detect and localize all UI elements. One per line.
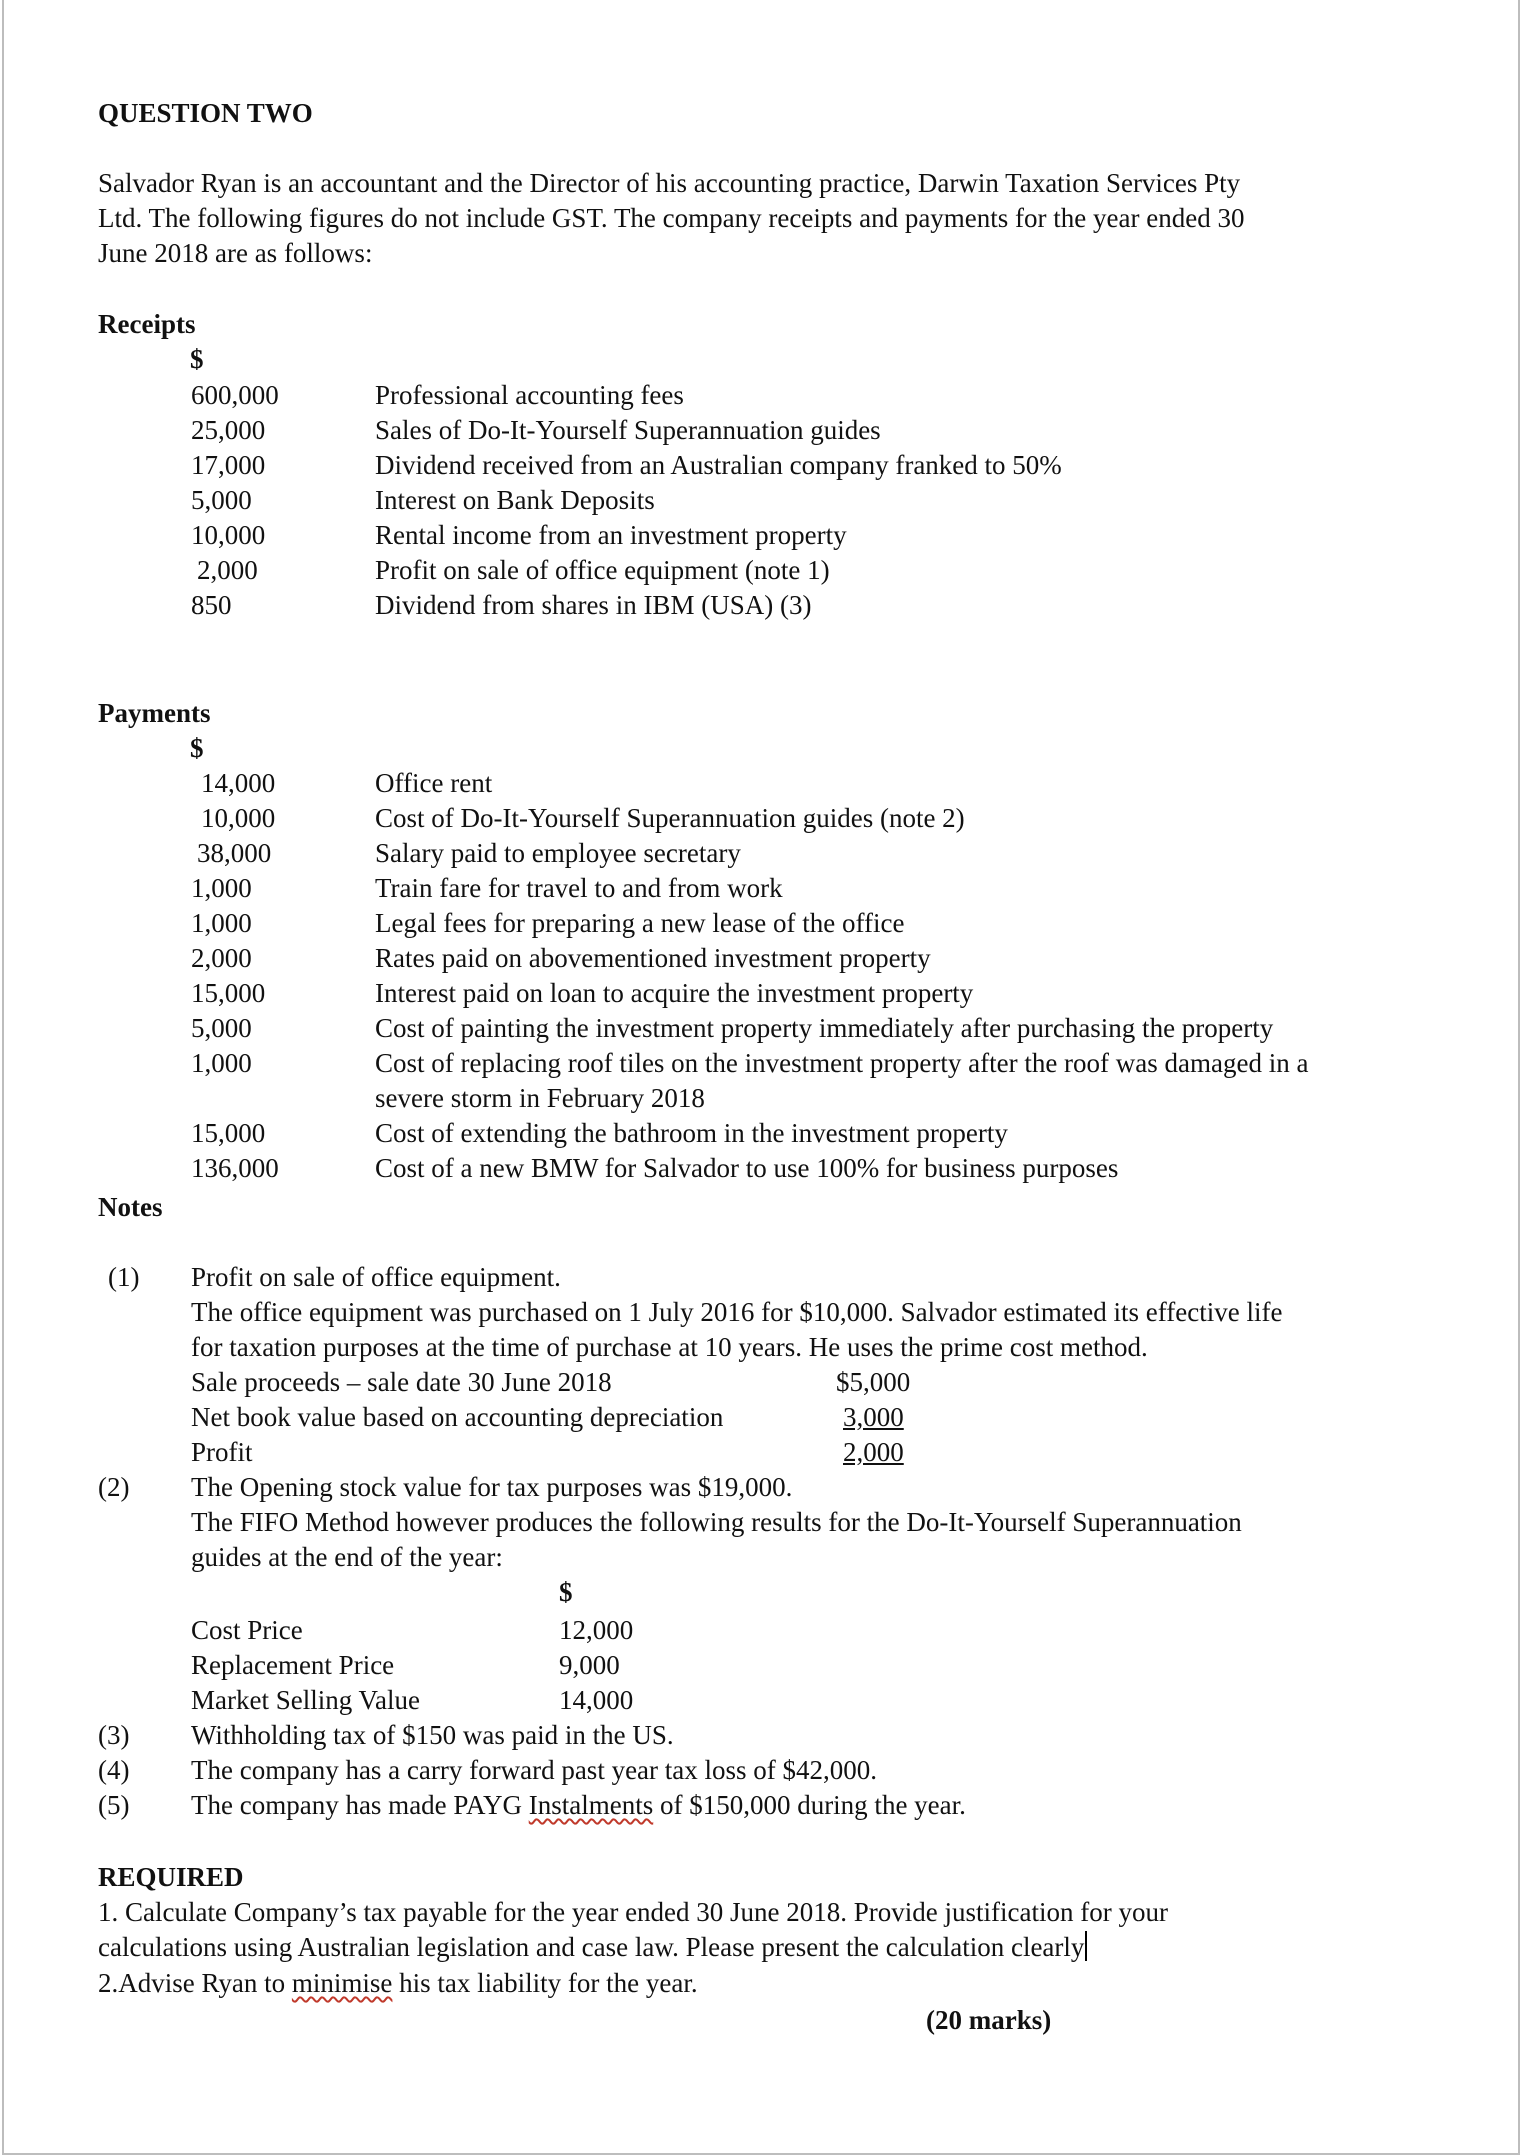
note-4-text: The company has a carry forward past year tax loss of $42,000.	[191, 1755, 878, 1785]
payment-description: Office rent	[375, 768, 493, 798]
receipt-amount: 850	[191, 590, 232, 620]
payment-amount: 38,000	[197, 838, 272, 868]
receipt-row	[4, 448, 1504, 483]
payment-description-continued: severe storm in February 2018	[375, 1083, 705, 1113]
text-cursor	[1085, 1931, 1087, 1961]
note-1-row-value: $5,000	[836, 1367, 911, 1397]
receipt-amount: 10,000	[191, 520, 266, 550]
payment-description: Legal fees for preparing a new lease of the office	[375, 908, 905, 938]
note-2-marker: (2)	[98, 1472, 130, 1502]
payment-row	[4, 941, 1504, 976]
receipt-row	[4, 588, 1504, 623]
payment-amount: 5,000	[191, 1013, 252, 1043]
required-line-2-text: calculations using Australian legislation and case law. Please present the calculation clearly	[98, 1932, 1085, 1962]
receipt-description: Sales of Do-It-Yourself Superannuation guides	[375, 415, 881, 445]
receipt-row	[4, 518, 1504, 553]
required-line-3-after: his tax liability for the year.	[392, 1968, 698, 1998]
note-1-row-value: 3,000	[843, 1402, 904, 1432]
note-5-text	[191, 1788, 966, 1823]
payment-description: Cost of replacing roof tiles on the investment property after the roof was damaged in a	[375, 1048, 1309, 1078]
receipt-row	[4, 553, 1504, 588]
note-1-text-1: The office equipment was purchased on 1 July 2016 for $10,000. Salvador estimated its effective life	[191, 1297, 1283, 1327]
note-5-marker: (5)	[98, 1790, 130, 1820]
receipt-description: Profit on sale of office equipment (note 1)	[375, 555, 830, 585]
question-title: QUESTION TWO	[98, 98, 313, 128]
payment-row	[4, 906, 1504, 941]
note-1-text-2: for taxation purposes at the time of purchase at 10 years. He uses the prime cost method.	[191, 1332, 1148, 1362]
receipt-row	[4, 413, 1504, 448]
note-2-text-1: The Opening stock value for tax purposes was $19,000.	[191, 1472, 793, 1502]
payment-row	[4, 1151, 1504, 1186]
payment-row	[4, 801, 1504, 836]
intro-line-1: Salvador Ryan is an accountant and the Director of his accounting practice, Darwin Taxation Services Pty	[98, 168, 1241, 198]
payment-row-continuation	[4, 1081, 1504, 1116]
payment-description: Cost of extending the bathroom in the investment property	[375, 1118, 1008, 1148]
note-1-title: Profit on sale of office equipment.	[191, 1262, 561, 1292]
receipt-amount: 5,000	[191, 485, 252, 515]
payment-amount: 10,000	[201, 803, 276, 833]
spelling-flagged-word: minimise	[291, 1968, 393, 1998]
payment-amount: 1,000	[191, 873, 252, 903]
payment-amount: 14,000	[201, 768, 276, 798]
payment-amount: 136,000	[191, 1153, 279, 1183]
marks-label: (20 marks)	[926, 2005, 1052, 2035]
note-4-marker: (4)	[98, 1755, 130, 1785]
payment-description: Interest paid on loan to acquire the investment property	[375, 978, 974, 1008]
document-page	[2, 0, 1520, 2155]
note-1-row-value: 2,000	[843, 1437, 904, 1467]
receipt-description: Dividend received from an Australian company franked to 50%	[375, 450, 1062, 480]
note-2-row-value: 9,000	[559, 1650, 620, 1680]
receipt-description: Dividend from shares in IBM (USA) (3)	[375, 590, 812, 620]
receipts-currency: $	[190, 344, 204, 374]
note-2-row-label: Cost Price	[191, 1615, 303, 1645]
payment-amount: 15,000	[191, 1118, 266, 1148]
payment-row	[4, 1046, 1504, 1081]
payment-description: Rates paid on abovementioned investment property	[375, 943, 931, 973]
note-1-row-label: Profit	[191, 1437, 253, 1467]
payment-amount: 1,000	[191, 1048, 252, 1078]
receipt-row	[4, 483, 1504, 518]
receipt-amount: 600,000	[191, 380, 279, 410]
required-line-2	[98, 1930, 1087, 1965]
payment-description: Cost of Do-It-Yourself Superannuation guides (note 2)	[375, 803, 965, 833]
receipt-amount: 17,000	[191, 450, 266, 480]
receipt-amount: 2,000	[197, 555, 258, 585]
payment-row	[4, 976, 1504, 1011]
payment-row	[4, 1116, 1504, 1151]
intro-line-3: June 2018 are as follows:	[98, 238, 373, 268]
required-heading: REQUIRED	[98, 1862, 244, 1892]
required-line-3	[98, 1966, 698, 2001]
payment-row	[4, 766, 1504, 801]
receipt-row	[4, 378, 1504, 413]
payment-description: Salary paid to employee secretary	[375, 838, 741, 868]
notes-heading: Notes	[98, 1192, 163, 1222]
payment-row	[4, 1011, 1504, 1046]
note-2-row-label: Replacement Price	[191, 1650, 395, 1680]
receipt-description: Rental income from an investment property	[375, 520, 847, 550]
note-2-text-3: guides at the end of the year:	[191, 1542, 503, 1572]
required-line-1: 1. Calculate Company’s tax payable for the year ended 30 June 2018. Provide justification for your	[98, 1897, 1168, 1927]
payments-currency: $	[190, 733, 204, 763]
note-3-marker: (3)	[98, 1720, 130, 1750]
receipt-amount: 25,000	[191, 415, 266, 445]
payment-row	[4, 871, 1504, 906]
note-5-text-before: The company has made PAYG	[191, 1790, 529, 1820]
note-5-text-after: of $150,000 during the year.	[653, 1790, 966, 1820]
receipt-description: Professional accounting fees	[375, 380, 684, 410]
intro-line-2: Ltd. The following figures do not include GST. The company receipts and payments for the year ended 30	[98, 203, 1245, 233]
required-line-3-before: 2.Advise Ryan to	[98, 1968, 292, 1998]
payment-description: Cost of painting the investment property immediately after purchasing the property	[375, 1013, 1274, 1043]
note-2-currency: $	[559, 1577, 573, 1607]
note-1-row-label: Sale proceeds – sale date 30 June 2018	[191, 1367, 612, 1397]
payment-amount: 2,000	[191, 943, 252, 973]
payment-amount: 15,000	[191, 978, 266, 1008]
payment-description: Train fare for travel to and from work	[375, 873, 783, 903]
payment-amount: 1,000	[191, 908, 252, 938]
note-1-row-label: Net book value based on accounting depreciation	[191, 1402, 724, 1432]
note-2-row-value: 14,000	[559, 1685, 634, 1715]
note-2-text-2: The FIFO Method however produces the following results for the Do-It-Yourself Superannuation	[191, 1507, 1242, 1537]
note-2-row-label: Market Selling Value	[191, 1685, 420, 1715]
payment-row	[4, 836, 1504, 871]
spelling-flagged-word: Instalments	[528, 1790, 654, 1820]
receipts-heading: Receipts	[98, 309, 196, 339]
note-3-text: Withholding tax of $150 was paid in the US.	[191, 1720, 674, 1750]
payments-heading: Payments	[98, 698, 211, 728]
receipt-description: Interest on Bank Deposits	[375, 485, 655, 515]
note-2-row-value: 12,000	[559, 1615, 634, 1645]
note-1-marker: (1)	[108, 1262, 140, 1292]
payment-description: Cost of a new BMW for Salvador to use 100% for business purposes	[375, 1153, 1119, 1183]
